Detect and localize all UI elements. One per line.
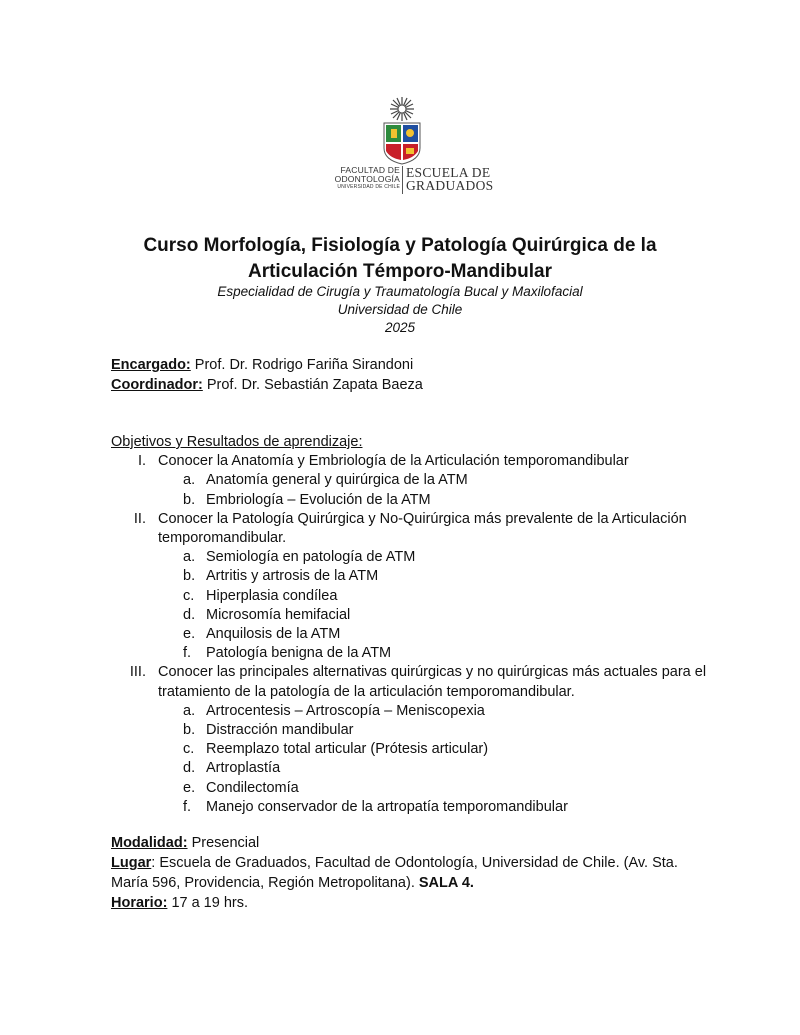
sub-item-letter: e.	[183, 626, 196, 643]
sub-item-letter: a.	[183, 549, 196, 566]
schedule-label: Horario:	[111, 895, 168, 911]
sub-item-text: Manejo conservador de la artropatía temporomandibular	[206, 798, 568, 815]
objective-text: Conocer la Patología Quirúrgica y No-Quirúrgica más prevalente de la Articulación temporomandibular.	[158, 510, 687, 547]
objectives-section	[111, 433, 731, 817]
objectives-heading: Objetivos y Resultados de aprendizaje:	[111, 434, 363, 450]
sub-item-text: Embriología – Evolución de la ATM	[206, 491, 431, 508]
university: Universidad de Chile	[337, 302, 463, 317]
sub-item-text: Microsomía hemifacial	[206, 606, 351, 623]
sub-item	[111, 721, 731, 740]
place-label: Lugar	[111, 855, 152, 871]
schedule-row	[111, 893, 701, 913]
coordinator-name: Prof. Dr. Sebastián Zapata Baeza	[206, 377, 423, 393]
staff-section	[111, 355, 423, 395]
sub-item-letter: b.	[183, 491, 196, 508]
sub-item	[111, 779, 731, 798]
faculty-line-3: UNIVERSIDAD DE CHILE	[337, 184, 400, 190]
sub-item-letter: a.	[183, 472, 196, 489]
sub-item-text: Artrocentesis – Artroscopía – Meniscopexia	[206, 702, 485, 719]
sub-item	[111, 567, 731, 586]
lead-row	[111, 355, 423, 375]
sub-item	[111, 548, 731, 567]
schedule-value: 17 a 19 hrs.	[171, 895, 249, 911]
modality-label: Modalidad:	[111, 835, 188, 851]
objective-item	[111, 510, 731, 548]
year: 2025	[384, 320, 416, 335]
sub-item-text: Reemplazo total articular (Prótesis articular)	[206, 741, 489, 758]
sub-item-text: Artritis y artrosis de la ATM	[206, 568, 379, 585]
course-title	[100, 233, 700, 285]
lead-name: Prof. Dr. Rodrigo Fariña Sirandoni	[194, 357, 414, 373]
sub-item-text: Anquilosis de la ATM	[206, 626, 341, 643]
objective-number: III.	[129, 664, 146, 681]
sub-item-letter: e.	[183, 779, 196, 796]
sub-item	[111, 702, 731, 721]
sub-item	[111, 471, 731, 490]
objective-item	[111, 663, 731, 701]
lead-label: Encargado:	[111, 357, 191, 373]
title-line-2: Articulación Témporo-Mandibular	[247, 261, 553, 282]
sub-item	[111, 644, 731, 663]
objective-text: Conocer las principales alternativas quirúrgicas y no quirúrgicas más actuales para el tratamiento de la patología de la articulación temporomandibular.	[158, 664, 707, 700]
objective-item	[111, 452, 731, 471]
course-subtitle	[100, 283, 700, 337]
sub-item-letter: d.	[183, 760, 196, 777]
faculty-line-1: FACULTAD DE	[340, 165, 400, 175]
sub-item-letter: f.	[183, 645, 192, 662]
faculty-logo	[312, 96, 492, 206]
sub-item-letter: c.	[183, 741, 195, 758]
sub-item-text: Semiología en patología de ATM	[206, 549, 416, 566]
room-value: SALA 4.	[418, 875, 474, 891]
sub-item-text: Distracción mandibular	[206, 722, 354, 739]
sub-item	[111, 798, 731, 817]
sub-item	[111, 606, 731, 625]
sub-item	[111, 759, 731, 778]
place-value: : Escuela de Graduados, Facultad de Odontología, Universidad de Chile. (Av. Sta. María 596, Providencia, Región Metropolitana).	[111, 855, 678, 891]
coordinator-label: Coordinador:	[111, 377, 203, 393]
school-line-2: GRADUADOS	[406, 178, 494, 193]
sub-item-letter: b.	[183, 722, 196, 739]
sub-item	[111, 587, 731, 606]
sub-item-letter: c.	[183, 587, 195, 604]
faculty-line-2: ODONTOLOGÍA	[334, 174, 400, 184]
sub-item-text: Hiperplasia condílea	[206, 587, 338, 604]
sub-item-letter: b.	[183, 568, 196, 585]
course-info	[111, 833, 701, 913]
logo-divider	[402, 166, 403, 194]
objective-number: II.	[133, 510, 146, 527]
sub-item	[111, 625, 731, 644]
specialty: Especialidad de Cirugía y Traumatología Bucal y Maxilofacial	[217, 284, 583, 299]
sub-item-letter: f.	[183, 798, 192, 815]
modality-value: Presencial	[191, 835, 260, 851]
title-line-1: Curso Morfología, Fisiología y Patología Quirúrgica de la	[143, 235, 657, 256]
objective-text: Conocer la Anatomía y Embriología de la Articulación temporomandibular	[158, 453, 629, 470]
sub-item-text: Condilectomía	[206, 779, 299, 796]
sub-item-text: Anatomía general y quirúrgica de la ATM	[206, 472, 468, 489]
sub-item-text: Patología benigna de la ATM	[206, 645, 392, 662]
sub-item-text: Artroplastía	[206, 760, 281, 777]
modality-row	[111, 833, 701, 853]
school-line-1: ESCUELA DE	[406, 165, 491, 180]
objective-number: I.	[137, 453, 146, 470]
sub-item	[111, 740, 731, 759]
sub-item	[111, 491, 731, 510]
sub-item-letter: d.	[183, 606, 196, 623]
place-row	[111, 853, 701, 893]
coordinator-row	[111, 375, 423, 395]
sub-item-letter: a.	[183, 702, 196, 719]
university-crest-icon	[370, 96, 434, 166]
